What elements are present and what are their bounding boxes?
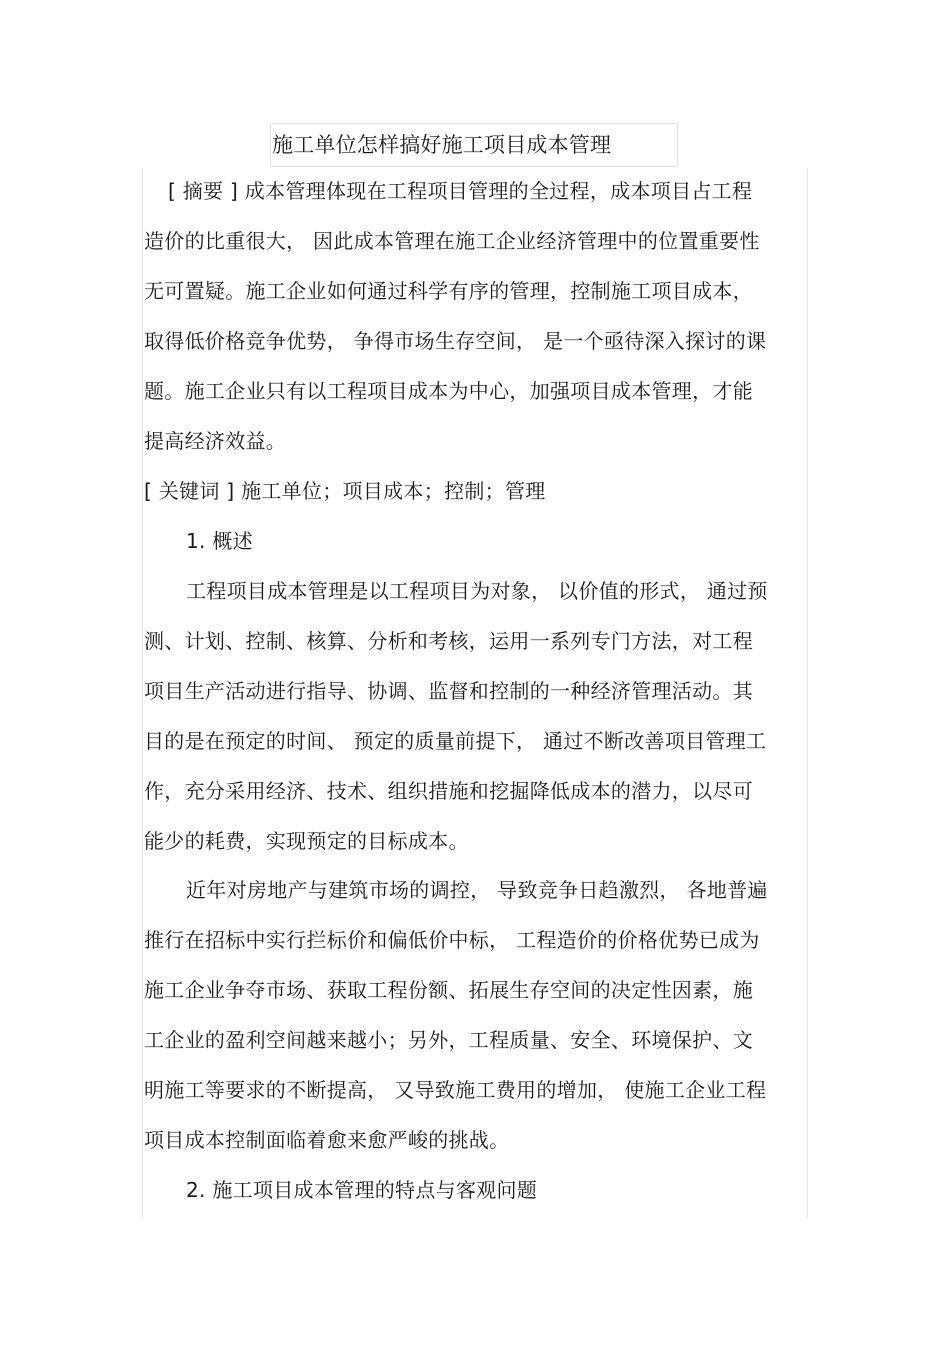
keywords-line: [ 关键词 ] 施工单位；项目成本；控制；管理 [144, 479, 546, 503]
body-text-line: 项目生产活动进行指导、协调、监督和控制的一种经济管理活动。其 [144, 679, 753, 703]
body-text-line: 推行在招标中实行拦标价和偏低价中标， 工程造价的价格优势已成为 [144, 928, 760, 952]
body-text-line: 近年对房地产与建筑市场的调控， 导致竞争日趋激烈， 各地普遍 [186, 878, 768, 902]
body-text-line: 工企业的盈利空间越来越小；另外，工程质量、安全、环境保护、文 [144, 1028, 753, 1052]
body-text-line: 作，充分采用经济、技术、组织措施和挖掘降低成本的潜力，以尽可 [144, 779, 753, 803]
body-text-line: 明施工等要求的不断提高， 又导致施工费用的增加， 使施工企业工程 [144, 1078, 767, 1102]
body-text-line: 能少的耗费，实现预定的目标成本。 [144, 829, 469, 853]
body-text-line: 项目成本控制面临着愈来愈严峻的挑战。 [144, 1128, 510, 1152]
body-text-line: 测、计划、控制、核算、分析和考核，运用一系列专门方法，对工程 [144, 629, 753, 653]
abstract-line: 题。施工企业只有以工程项目成本为中心，加强项目成本管理，才能 [144, 379, 753, 403]
abstract-line: 取得低价格竞争优势， 争得市场生存空间， 是一个亟待深入探讨的课 [144, 329, 767, 353]
body-text-line: 施工企业争夺市场、获取工程份额、拓展生存空间的决定性因素，施 [144, 978, 753, 1002]
document-title: 施工单位怎样搞好施工项目成本管理 [272, 133, 612, 157]
abstract-line: 造价的比重很大， 因此成本管理在施工企业经济管理中的位置重要性 [144, 229, 760, 253]
abstract-line: [ 摘要 ] 成本管理体现在工程项目管理的全过程，成本项目占工程 [168, 179, 753, 203]
section-heading-overview: 1. 概述 [186, 529, 253, 553]
abstract-line: 提高经济效益。 [144, 429, 287, 453]
body-text-line: 目的是在预定的时间、 预定的质量前提下， 通过不断改善项目管理工 [144, 729, 767, 753]
section-heading-characteristics: 2. 施工项目成本管理的特点与客观问题 [186, 1178, 538, 1202]
abstract-line: 无可置疑。施工企业如何通过科学有序的管理，控制施工项目成本， [144, 279, 753, 303]
body-text-line: 工程项目成本管理是以工程项目为对象， 以价值的形式， 通过预 [186, 579, 768, 603]
